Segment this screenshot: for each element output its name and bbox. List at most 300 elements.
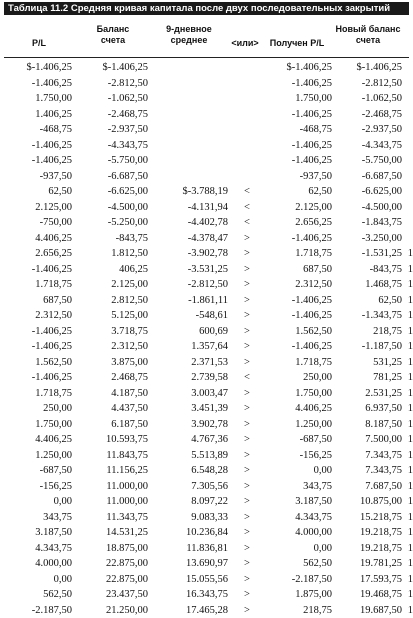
cell-pl: 1.750,00 — [0, 91, 72, 107]
cell-balance: -2.937,50 — [72, 122, 148, 138]
cell-received-pl: 1.750,00 — [266, 386, 332, 402]
cell-flag: 1 — [402, 603, 413, 618]
cell-average: -3.531,25 — [148, 262, 228, 278]
cell-new-balance: -1.531,25 — [332, 246, 402, 262]
cell-average: -4.378,47 — [148, 231, 228, 247]
cell-balance: 23.437,50 — [72, 587, 148, 603]
cell-compare: > — [228, 494, 266, 510]
table-row — [0, 91, 413, 107]
table-row — [0, 184, 413, 200]
table-row — [0, 169, 413, 185]
cell-flag: 1 — [402, 463, 413, 479]
cell-balance: 18.875,00 — [72, 541, 148, 557]
cell-new-balance: 7.687,50 — [332, 479, 402, 495]
equity-table — [0, 60, 413, 618]
cell-average: 15.055,56 — [148, 572, 228, 588]
cell-pl: 4.406,25 — [0, 231, 72, 247]
cell-received-pl: 2.125,00 — [266, 200, 332, 216]
cell-compare — [228, 91, 266, 107]
table-row — [0, 339, 413, 355]
cell-balance: $-1.406,25 — [72, 60, 148, 76]
header-balance-line1: Баланс — [78, 24, 148, 35]
header-rule — [4, 57, 409, 58]
table-row — [0, 262, 413, 278]
cell-flag: 1 — [402, 510, 413, 526]
cell-flag — [402, 200, 413, 216]
table-row — [0, 587, 413, 603]
cell-new-balance: 781,25 — [332, 370, 402, 386]
cell-pl: -1.406,25 — [0, 324, 72, 340]
cell-compare: > — [228, 386, 266, 402]
header-balance — [78, 24, 148, 56]
cell-new-balance: 10.875,00 — [332, 494, 402, 510]
cell-balance: -6.687,50 — [72, 169, 148, 185]
cell-pl: 2.125,00 — [0, 200, 72, 216]
cell-compare: > — [228, 587, 266, 603]
table-row — [0, 76, 413, 92]
cell-flag: 1 — [402, 401, 413, 417]
cell-average: 2.371,53 — [148, 355, 228, 371]
cell-balance: 22.875,00 — [72, 572, 148, 588]
cell-balance: 11.843,75 — [72, 448, 148, 464]
cell-new-balance: -2.937,50 — [332, 122, 402, 138]
cell-received-pl: -156,25 — [266, 448, 332, 464]
cell-pl: 687,50 — [0, 293, 72, 309]
cell-received-pl: -1.406,25 — [266, 339, 332, 355]
cell-average: $-3.788,19 — [148, 184, 228, 200]
cell-pl: 250,00 — [0, 401, 72, 417]
cell-pl: 562,50 — [0, 587, 72, 603]
cell-compare: > — [228, 463, 266, 479]
cell-new-balance: -1.343,75 — [332, 308, 402, 324]
cell-received-pl: 250,00 — [266, 370, 332, 386]
cell-compare — [228, 76, 266, 92]
cell-received-pl: 2.656,25 — [266, 215, 332, 231]
cell-received-pl: 1.562,50 — [266, 324, 332, 340]
table-row — [0, 122, 413, 138]
cell-received-pl: 4.343,75 — [266, 510, 332, 526]
cell-balance: -843,75 — [72, 231, 148, 247]
cell-compare: > — [228, 262, 266, 278]
cell-received-pl: -1.406,25 — [266, 107, 332, 123]
cell-pl: 4.406,25 — [0, 432, 72, 448]
cell-compare — [228, 60, 266, 76]
cell-new-balance: 531,25 — [332, 355, 402, 371]
cell-compare — [228, 138, 266, 154]
cell-received-pl: -1.406,25 — [266, 293, 332, 309]
cell-pl: 1.718,75 — [0, 277, 72, 293]
table-row — [0, 355, 413, 371]
cell-average — [148, 138, 228, 154]
cell-flag — [402, 184, 413, 200]
cell-average: 600,69 — [148, 324, 228, 340]
table-caption: Таблица 11.2 Средняя кривая капитала после двух последовательных закрытий — [4, 2, 409, 15]
cell-flag — [402, 138, 413, 154]
cell-received-pl: 0,00 — [266, 463, 332, 479]
table-row — [0, 370, 413, 386]
cell-average: 6.548,28 — [148, 463, 228, 479]
cell-new-balance: -4.343,75 — [332, 138, 402, 154]
cell-average: 10.236,84 — [148, 525, 228, 541]
cell-flag — [402, 122, 413, 138]
cell-new-balance: -4.500,00 — [332, 200, 402, 216]
table-row — [0, 293, 413, 309]
cell-flag: 1 — [402, 277, 413, 293]
cell-flag: 1 — [402, 355, 413, 371]
cell-compare: > — [228, 339, 266, 355]
header-average-line2: среднее — [150, 35, 228, 46]
cell-pl: 2.656,25 — [0, 246, 72, 262]
table-row — [0, 556, 413, 572]
table-row — [0, 386, 413, 402]
cell-received-pl: -1.406,25 — [266, 76, 332, 92]
cell-compare: < — [228, 184, 266, 200]
cell-pl: -468,75 — [0, 122, 72, 138]
cell-balance: 3.875,00 — [72, 355, 148, 371]
header-average-line1: 9-дневное — [150, 24, 228, 35]
cell-balance: 11.156,25 — [72, 463, 148, 479]
cell-pl: 4.000,00 — [0, 556, 72, 572]
table-row — [0, 60, 413, 76]
cell-flag — [402, 169, 413, 185]
table-row — [0, 603, 413, 618]
header-new-balance — [330, 24, 406, 56]
cell-new-balance: 1.468,75 — [332, 277, 402, 293]
cell-flag: 1 — [402, 308, 413, 324]
cell-average: -4.131,94 — [148, 200, 228, 216]
cell-balance: 21.250,00 — [72, 603, 148, 618]
cell-flag: 1 — [402, 386, 413, 402]
cell-compare: > — [228, 510, 266, 526]
cell-received-pl: 1.875,00 — [266, 587, 332, 603]
header-or-label: <или> — [231, 38, 258, 48]
cell-flag: 1 — [402, 432, 413, 448]
cell-average: 4.767,36 — [148, 432, 228, 448]
cell-pl: 1.406,25 — [0, 107, 72, 123]
cell-balance: -5.750,00 — [72, 153, 148, 169]
cell-flag: 1 — [402, 541, 413, 557]
cell-new-balance: 19.218,75 — [332, 541, 402, 557]
cell-compare: > — [228, 479, 266, 495]
cell-average: -2.812,50 — [148, 277, 228, 293]
table-row — [0, 432, 413, 448]
cell-received-pl: -1.406,25 — [266, 231, 332, 247]
table-row — [0, 479, 413, 495]
header-pl-label: P/L — [32, 38, 46, 48]
cell-average: -4.402,78 — [148, 215, 228, 231]
cell-pl: 62,50 — [0, 184, 72, 200]
header-average — [150, 24, 228, 56]
cell-new-balance: -6.625,00 — [332, 184, 402, 200]
cell-compare: > — [228, 246, 266, 262]
cell-new-balance: -1.062,50 — [332, 91, 402, 107]
cell-new-balance: -1.843,75 — [332, 215, 402, 231]
cell-average: -3.902,78 — [148, 246, 228, 262]
table-row — [0, 200, 413, 216]
cell-new-balance: 19.468,75 — [332, 587, 402, 603]
cell-average: 9.083,33 — [148, 510, 228, 526]
cell-received-pl: -1.406,25 — [266, 308, 332, 324]
cell-average — [148, 153, 228, 169]
cell-new-balance: 19.687,50 — [332, 603, 402, 618]
cell-received-pl: 343,75 — [266, 479, 332, 495]
cell-new-balance: 7.343,75 — [332, 463, 402, 479]
cell-balance: -4.343,75 — [72, 138, 148, 154]
cell-balance: -5.250,00 — [72, 215, 148, 231]
cell-compare — [228, 122, 266, 138]
cell-received-pl: 1.718,75 — [266, 355, 332, 371]
cell-compare: > — [228, 603, 266, 618]
table-row — [0, 231, 413, 247]
cell-flag — [402, 60, 413, 76]
cell-pl: -1.406,25 — [0, 153, 72, 169]
cell-received-pl: 62,50 — [266, 184, 332, 200]
cell-compare: < — [228, 215, 266, 231]
cell-pl: 1.250,00 — [0, 448, 72, 464]
cell-pl: 3.187,50 — [0, 525, 72, 541]
cell-flag — [402, 91, 413, 107]
table-row — [0, 277, 413, 293]
table-row — [0, 138, 413, 154]
cell-average: -548,61 — [148, 308, 228, 324]
cell-received-pl: 2.312,50 — [266, 277, 332, 293]
cell-flag: 1 — [402, 246, 413, 262]
table-row — [0, 525, 413, 541]
cell-pl: 1.750,00 — [0, 417, 72, 433]
cell-new-balance: -6.687,50 — [332, 169, 402, 185]
cell-average: 1.357,64 — [148, 339, 228, 355]
cell-received-pl: 4.406,25 — [266, 401, 332, 417]
cell-new-balance: 19.781,25 — [332, 556, 402, 572]
cell-received-pl: $-1.406,25 — [266, 60, 332, 76]
cell-flag: 1 — [402, 587, 413, 603]
cell-received-pl: 1.250,00 — [266, 417, 332, 433]
cell-compare: > — [228, 293, 266, 309]
cell-flag: 1 — [402, 572, 413, 588]
cell-new-balance: 218,75 — [332, 324, 402, 340]
cell-compare: > — [228, 432, 266, 448]
header-new-balance-line1: Новый баланс — [330, 24, 406, 35]
cell-average: 5.513,89 — [148, 448, 228, 464]
cell-new-balance: -2.468,75 — [332, 107, 402, 123]
cell-compare: > — [228, 231, 266, 247]
cell-flag: 1 — [402, 324, 413, 340]
cell-new-balance: -5.750,00 — [332, 153, 402, 169]
header-new-balance-line2: счета — [330, 35, 406, 46]
cell-pl: -1.406,25 — [0, 262, 72, 278]
cell-pl: $-1.406,25 — [0, 60, 72, 76]
cell-compare: > — [228, 401, 266, 417]
cell-compare: > — [228, 277, 266, 293]
cell-new-balance: $-1.406,25 — [332, 60, 402, 76]
cell-average — [148, 91, 228, 107]
cell-new-balance: 15.218,75 — [332, 510, 402, 526]
cell-pl: 1.718,75 — [0, 386, 72, 402]
cell-flag: 1 — [402, 479, 413, 495]
table-row — [0, 417, 413, 433]
cell-pl: 1.562,50 — [0, 355, 72, 371]
cell-compare: < — [228, 370, 266, 386]
table-row — [0, 401, 413, 417]
cell-flag: 1 — [402, 494, 413, 510]
cell-flag: 1 — [402, 339, 413, 355]
cell-new-balance: 7.500,00 — [332, 432, 402, 448]
cell-average — [148, 122, 228, 138]
table-row — [0, 448, 413, 464]
cell-received-pl: -937,50 — [266, 169, 332, 185]
cell-flag: 1 — [402, 448, 413, 464]
cell-balance: 4.187,50 — [72, 386, 148, 402]
cell-new-balance: -3.250,00 — [332, 231, 402, 247]
cell-received-pl: 1.718,75 — [266, 246, 332, 262]
cell-average: 7.305,56 — [148, 479, 228, 495]
table-row — [0, 215, 413, 231]
cell-balance: 6.187,50 — [72, 417, 148, 433]
cell-compare: > — [228, 324, 266, 340]
cell-received-pl: 562,50 — [266, 556, 332, 572]
cell-balance: -6.625,00 — [72, 184, 148, 200]
equity-table-body — [0, 60, 413, 618]
cell-new-balance: 62,50 — [332, 293, 402, 309]
cell-flag: 1 — [402, 525, 413, 541]
cell-new-balance: 17.593,75 — [332, 572, 402, 588]
cell-balance: 4.437,50 — [72, 401, 148, 417]
table-row — [0, 572, 413, 588]
cell-compare: > — [228, 417, 266, 433]
cell-pl: 343,75 — [0, 510, 72, 526]
cell-received-pl: -1.406,25 — [266, 153, 332, 169]
cell-balance: 11.000,00 — [72, 479, 148, 495]
cell-balance: 11.343,75 — [72, 510, 148, 526]
cell-pl: 2.312,50 — [0, 308, 72, 324]
cell-balance: 1.812,50 — [72, 246, 148, 262]
cell-compare: > — [228, 556, 266, 572]
header-received-pl-label: Получен P/L — [270, 38, 325, 48]
cell-average: 17.465,28 — [148, 603, 228, 618]
cell-received-pl: 3.187,50 — [266, 494, 332, 510]
cell-compare: > — [228, 541, 266, 557]
table-row — [0, 510, 413, 526]
cell-average — [148, 60, 228, 76]
cell-received-pl: 687,50 — [266, 262, 332, 278]
cell-pl: -937,50 — [0, 169, 72, 185]
cell-flag — [402, 153, 413, 169]
cell-pl: -687,50 — [0, 463, 72, 479]
cell-new-balance: -2.812,50 — [332, 76, 402, 92]
cell-received-pl: 218,75 — [266, 603, 332, 618]
cell-received-pl: -2.187,50 — [266, 572, 332, 588]
cell-new-balance: 2.531,25 — [332, 386, 402, 402]
cell-balance: 11.000,00 — [72, 494, 148, 510]
cell-average: 3.451,39 — [148, 401, 228, 417]
cell-average — [148, 107, 228, 123]
cell-flag: 1 — [402, 417, 413, 433]
cell-balance: 2.312,50 — [72, 339, 148, 355]
cell-new-balance: -1.187,50 — [332, 339, 402, 355]
cell-average: 3.902,78 — [148, 417, 228, 433]
table-row — [0, 107, 413, 123]
cell-new-balance: 6.937,50 — [332, 401, 402, 417]
cell-pl: -1.406,25 — [0, 138, 72, 154]
cell-average — [148, 76, 228, 92]
cell-flag: 1 — [402, 556, 413, 572]
header-balance-line2: счета — [78, 35, 148, 46]
cell-new-balance: 19.218,75 — [332, 525, 402, 541]
cell-flag — [402, 231, 413, 247]
cell-average: -1.861,11 — [148, 293, 228, 309]
cell-balance: 22.875,00 — [72, 556, 148, 572]
cell-balance: 406,25 — [72, 262, 148, 278]
cell-new-balance: 8.187,50 — [332, 417, 402, 433]
cell-flag — [402, 215, 413, 231]
table-row — [0, 308, 413, 324]
cell-received-pl: 4.000,00 — [266, 525, 332, 541]
cell-pl: -1.406,25 — [0, 339, 72, 355]
cell-balance: 14.531,25 — [72, 525, 148, 541]
cell-compare: < — [228, 200, 266, 216]
cell-received-pl: -468,75 — [266, 122, 332, 138]
cell-pl: -1.406,25 — [0, 370, 72, 386]
cell-pl: 0,00 — [0, 494, 72, 510]
cell-pl: 4.343,75 — [0, 541, 72, 557]
cell-balance: -2.468,75 — [72, 107, 148, 123]
cell-pl: 0,00 — [0, 572, 72, 588]
table-row — [0, 246, 413, 262]
cell-average: 13.690,97 — [148, 556, 228, 572]
cell-balance: 3.718,75 — [72, 324, 148, 340]
cell-compare — [228, 107, 266, 123]
cell-compare: > — [228, 448, 266, 464]
cell-pl: -2.187,50 — [0, 603, 72, 618]
cell-balance: -4.500,00 — [72, 200, 148, 216]
cell-average: 8.097,22 — [148, 494, 228, 510]
cell-flag — [402, 107, 413, 123]
cell-flag: 1 — [402, 262, 413, 278]
cell-balance: -1.062,50 — [72, 91, 148, 107]
cell-received-pl: -1.406,25 — [266, 138, 332, 154]
cell-balance: 10.593,75 — [72, 432, 148, 448]
cell-balance: 2.468,75 — [72, 370, 148, 386]
cell-pl: -156,25 — [0, 479, 72, 495]
cell-received-pl: 1.750,00 — [266, 91, 332, 107]
cell-compare: > — [228, 525, 266, 541]
cell-flag — [402, 76, 413, 92]
cell-compare: > — [228, 572, 266, 588]
cell-average: 3.003,47 — [148, 386, 228, 402]
cell-balance: 2.125,00 — [72, 277, 148, 293]
cell-flag: 1 — [402, 370, 413, 386]
cell-pl: -1.406,25 — [0, 76, 72, 92]
cell-pl: -750,00 — [0, 215, 72, 231]
table-row — [0, 153, 413, 169]
cell-average: 11.836,81 — [148, 541, 228, 557]
cell-balance: 5.125,00 — [72, 308, 148, 324]
cell-balance: -2.812,50 — [72, 76, 148, 92]
table-row — [0, 494, 413, 510]
cell-compare — [228, 153, 266, 169]
cell-received-pl: -687,50 — [266, 432, 332, 448]
cell-flag: 1 — [402, 293, 413, 309]
cell-compare: > — [228, 308, 266, 324]
cell-new-balance: 7.343,75 — [332, 448, 402, 464]
cell-average: 2.739,58 — [148, 370, 228, 386]
table-row — [0, 463, 413, 479]
cell-balance: 2.812,50 — [72, 293, 148, 309]
table-row — [0, 324, 413, 340]
cell-compare — [228, 169, 266, 185]
cell-compare: > — [228, 355, 266, 371]
cell-average: 16.343,75 — [148, 587, 228, 603]
